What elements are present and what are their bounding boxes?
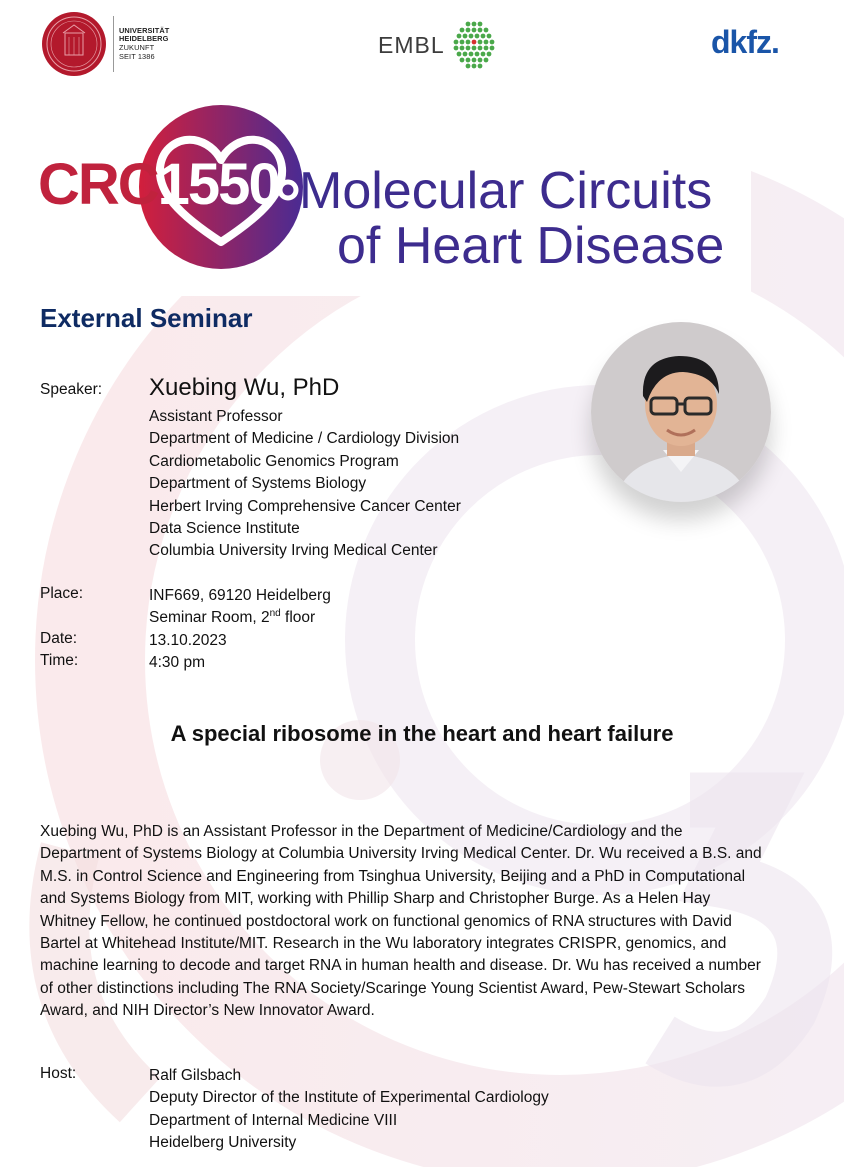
crc-banner xyxy=(24,86,751,296)
embl-logo xyxy=(378,20,498,70)
place-room-prefix: Seminar Room, 2 xyxy=(149,609,270,627)
date-value: 13.10.2023 xyxy=(149,632,227,649)
university-line-4: SEIT 1386 xyxy=(119,51,155,61)
speaker-portrait-image xyxy=(591,322,771,502)
crc-acronym-number: 1550 xyxy=(157,152,279,217)
speaker-affiliations xyxy=(149,406,461,563)
embl-wordmark: EMBL xyxy=(378,31,445,58)
bio-line: Xuebing Wu, PhD is an Assistant Professor in the Department of Medicine/Cardiology and the xyxy=(40,823,683,840)
place-room-ordinal: nd xyxy=(269,608,281,620)
time-value: 4:30 pm xyxy=(149,654,206,671)
place-room-suffix: floor xyxy=(280,609,316,627)
host-details xyxy=(149,1065,549,1155)
embl-hexagon-dots-icon xyxy=(450,20,498,70)
host-line: Deputy Director of the Institute of Experimental Cardiology xyxy=(149,1089,549,1107)
affiliation-line: Herbert Irving Comprehensive Cancer Center xyxy=(149,497,461,515)
host-label: Host: xyxy=(40,1065,77,1082)
heidelberg-university-logo xyxy=(41,11,169,77)
university-line-1: UNIVERSITÄT xyxy=(119,25,170,35)
bio-line: and Systems Biology from MIT, working with Phillip Sharp and Christopher Burge. As a Helen Hay xyxy=(40,890,711,908)
crc-acronym-letters: CRC xyxy=(38,152,158,217)
host-name: Ralf Gilsbach xyxy=(149,1067,242,1084)
university-line-3: ZUKUNFT xyxy=(119,43,155,52)
dkfz-logo: dkfz. xyxy=(711,24,779,60)
affiliation-line: Department of Systems Biology xyxy=(149,475,367,493)
university-wordmark xyxy=(119,27,169,61)
university-line-2: HEIDELBERG xyxy=(119,34,169,44)
affiliation-line: Data Science Institute xyxy=(149,520,300,538)
bio-line: machine learning to decode and target RNA in human health and disease. Dr. Wu has received a number xyxy=(40,957,761,975)
place-address: INF669, 69120 Heidelberg xyxy=(149,587,331,604)
host-line: Heidelberg University xyxy=(149,1134,297,1152)
speaker-label: Speaker: xyxy=(40,381,103,398)
speaker-name: Xuebing Wu, PhD xyxy=(149,374,340,401)
seminar-type-heading: External Seminar xyxy=(40,303,253,333)
time-label: Time: xyxy=(40,652,79,669)
bio-line: Whitney Fellow, he continued postdoctoral work on functional genomics of RNA structures with David xyxy=(40,912,732,930)
affiliation-line: Cardiometabolic Genomics Program xyxy=(149,452,399,470)
place-label: Place: xyxy=(40,585,84,602)
bio-line: M.S. in Control Science and Engineering from Tsinghua University, Beijing and a PhD in Computational xyxy=(40,867,746,885)
bio-line: of other distinctions including The RNA Society/Scaringe Young Scientist Award, Pew-Stewart Scholars xyxy=(40,979,746,997)
bio-line: Award, and NIH Director’s New Innovator Award. xyxy=(40,1002,375,1020)
banner-title-line-2: of Heart Disease xyxy=(337,217,725,275)
affiliation-line: Department of Medicine / Cardiology Division xyxy=(149,430,460,448)
banner-title xyxy=(299,164,724,274)
bio-line: Department of Systems Biology at Columbia University Irving Medical Center. Dr. Wu received a B.S. and xyxy=(40,845,762,863)
affiliation-line: Assistant Professor xyxy=(149,408,283,425)
place-value xyxy=(149,585,331,630)
university-seal-icon xyxy=(41,11,107,77)
host-line: Department of Internal Medicine VIII xyxy=(149,1111,398,1129)
bio-line: Bartel at Whitehead Institute/MIT. Research in the Wu laboratory integrates CRISPR, genomics, and xyxy=(40,935,727,953)
place-room xyxy=(149,607,331,629)
speaker-bio xyxy=(40,821,830,1023)
banner-title-line-1: Molecular Circuits xyxy=(299,162,713,220)
talk-title: A special ribosome in the heart and heart failure xyxy=(170,721,674,746)
date-label: Date: xyxy=(40,630,78,647)
speaker-photo xyxy=(591,322,771,502)
affiliation-line: Columbia University Irving Medical Center xyxy=(149,542,438,560)
crc-acronym xyxy=(38,152,279,217)
logo-divider xyxy=(113,16,114,72)
